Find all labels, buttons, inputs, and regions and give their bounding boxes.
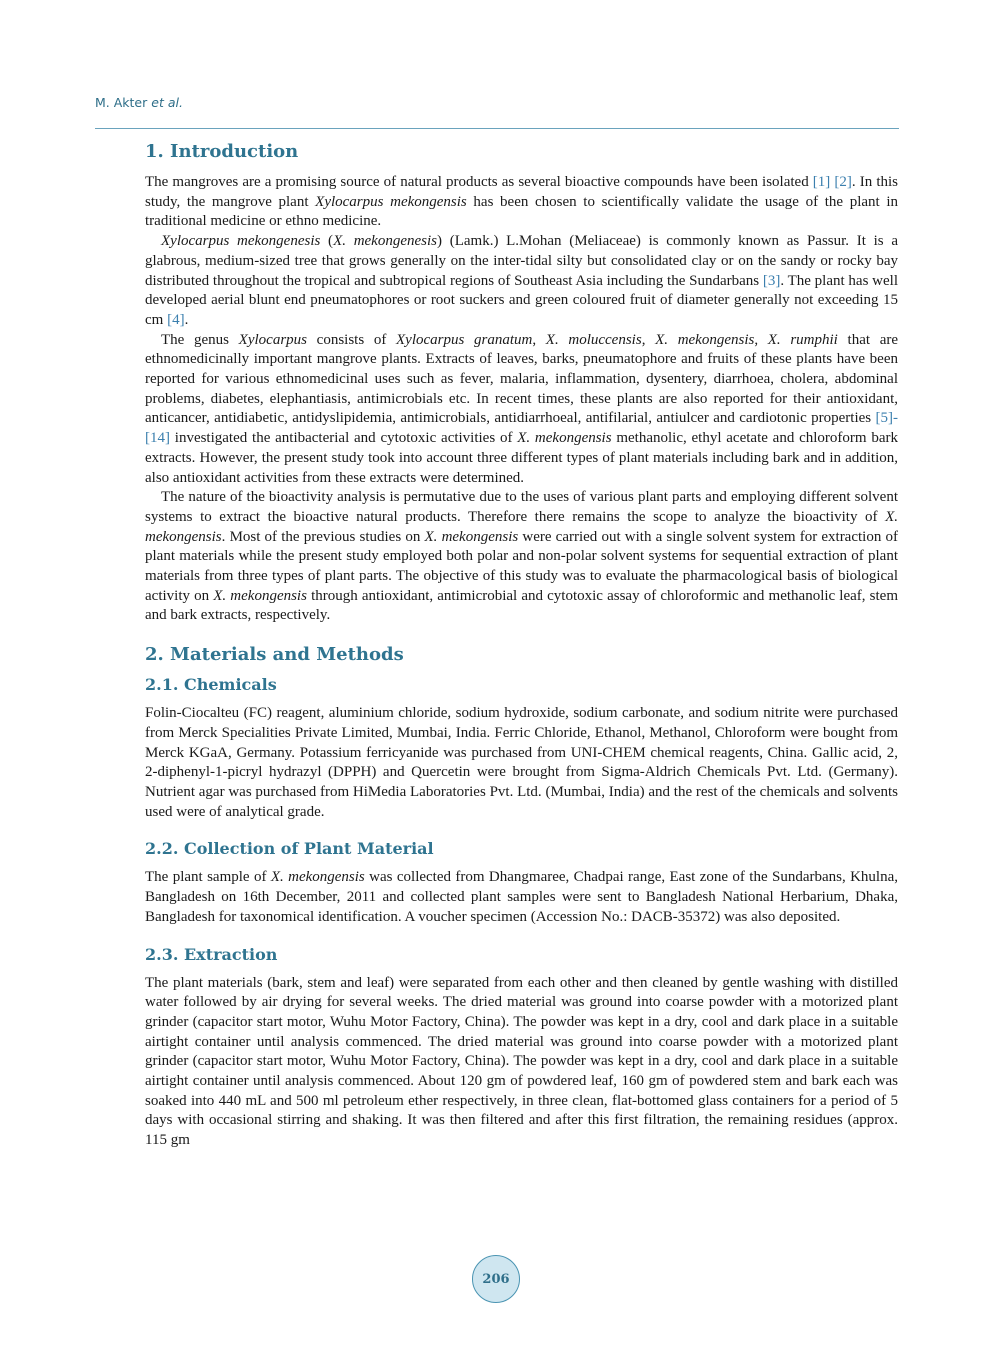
intro-paragraph-2: Xylocarpus mekongenesis (X. mekongenesis) (Lamk.) L.Mohan (Meliaceae) is commonly known as Passur. It is a glabrous, medium-sized tree that grows generally on the inter-tidal silty but consolidated clay or on the sandy or rocky bay distributed throughout the tropical and subtropical regions of Southeast Asia including the Sundarbans [3]. The plant has well developed aerial blunt end pneumatophores or root suckers and green coloured fruit of diameter generally not exceeding 15 cm [4]. bbox=[145, 233, 899, 328]
collection-paragraph: The plant sample of X. mekongensis was collected from Dhangmaree, Chadpai range, East zone of the Sundarbans, Khulna, Bangladesh on 16th December, 2011 and collected plant samples were sent to Bangladesh National Herbarium, Dhaka, Bangladesh for taxonomical identification. A voucher specimen (Accession No.: DACB-35372) was also deposited. bbox=[145, 869, 899, 925]
extraction-paragraph: The plant materials (bark, stem and leaf) were separated from each other and then cleaned by gentle washing with distilled water followed by air drying for several weeks. The dried material was ground into coarse powder with a motorized plant grinder (capacitor start motor, Wuhu Motor Factory, China). The powder was kept in a dry, cool and dark place in a suitable airtight container until analysis commenced. The dried material was ground into coarse powder with a motorized plant grinder (capacitor start motor, Wuhu Motor Factory, China). The powder was kept in a dry, cool and dark place in a suitable airtight container until analysis commenced. About 120 gm of powdered leaf, 160 gm of powdered stem and bark each was soaked into 440 mL and 500 ml petroleum ether respectively, in three clean, flat-bottomed glass containers for a period of 5 days with occasional stirring and shaking. It was then filtered and after this first filtration, the remaining residues (approx. 115 gm bbox=[145, 974, 898, 1149]
intro-paragraph-1: The mangroves are a promising source of natural products as several bioactive compounds have been isolated [1] [2]. In this study, the mangrove plant Xylocarpus mekongensis has been chosen to scientifically validate the usage of the plant in traditional medicine or ethno medicine. bbox=[145, 174, 899, 230]
running-head bbox=[95, 95, 183, 110]
header-rule bbox=[95, 128, 899, 129]
citation-link[interactable]: [1] bbox=[812, 174, 831, 190]
citation-link[interactable]: [5]-[14] bbox=[145, 410, 898, 447]
et-al: et al. bbox=[151, 95, 183, 110]
subsection-heading-collection: 2.2. Collection of Plant Material bbox=[145, 839, 434, 859]
section-heading-introduction: 1. Introduction bbox=[145, 141, 299, 162]
article-body bbox=[145, 140, 898, 1151]
citation-link[interactable]: [2] bbox=[834, 174, 852, 190]
subsection-heading-extraction: 2.3. Extraction bbox=[145, 944, 278, 964]
author-name: M. Akter bbox=[95, 95, 148, 110]
chemicals-paragraph: Folin-Ciocalteu (FC) reagent, aluminium chloride, sodium hydroxide, sodium carbonate, and sodium nitrite were purchased from Merck Specialities Private Limited, Mumbai, India. Ferric Chloride, Ethanol, Methanol, Chloroform were bought from Merck KGaA, Germany. Potassium ferricyanide was purchased from UNI-CHEM chemical reagents, China. Gallic acid, 2, 2-diphenyl-1-picryl hydrazyl (DPPH) and Quercetin were brought from Sigma-Aldrich Chemicals Pvt. Ltd. (Germany). Nutrient agar was purchased from HiMedia Laboratories Pvt. Ltd. (Mumbai, India) and the rest of the chemicals and solvents used were of analytical grade. bbox=[145, 705, 898, 820]
section-heading-methods: 2. Materials and Methods bbox=[145, 644, 404, 666]
page-number-badge: 206 bbox=[472, 1255, 520, 1303]
citation-link[interactable]: [4] bbox=[167, 311, 185, 328]
citation-link[interactable]: [3] bbox=[762, 272, 781, 289]
intro-paragraph-3: The genus Xylocarpus consists of Xylocarpus granatum, X. moluccensis, X. mekongensis, X. rumphii that are ethnomedicinally important mangrove plants. Extracts of leaves, barks, pneumatophore and fruits of these plants have been reported for various ethnomedicinal uses such as fever, malaria, inflammation, dysentery, diarrhoea, cholera, abdominal problems, diabetes, elephantiasis, antimicrobials etc. In recent times, these plants are also reported for their antioxidant, anticancer, antidiabetic, antidyslipidemia, antimicrobials, antidiarrhoeal, antifilarial, antiulcer and cardiotonic properties [5]-[14] investigated the antibacterial and cytotoxic activities of X. mekongensis methanolic, ethyl acetate and chloroform bark extracts. However, the present study took into account three different types of plant materials including bark and in addition, also antioxidant activities from these extracts were determined. bbox=[145, 331, 899, 486]
subsection-heading-chemicals: 2.1. Chemicals bbox=[145, 675, 277, 695]
intro-paragraph-4: The nature of the bioactivity analysis is permutative due to the uses of various plant parts and employing different solvent systems to extract the bioactive natural products. Therefore there remains the scope to analyze the bioactivity of X. mekongensis. Most of the previous studies on X. mekongensis were carried out with a single solvent system for extraction of plant materials while the present study employed both polar and non-polar solvent systems for sequential extraction of plant materials from three types of plant parts. The objective of this study was to evaluate the pharmacological basis of biological activity on X. mekongensis through antioxidant, antimicrobial and cytotoxic assay of chloroformic and methanolic leaf, stem and bark extracts, respectively. bbox=[145, 489, 898, 624]
